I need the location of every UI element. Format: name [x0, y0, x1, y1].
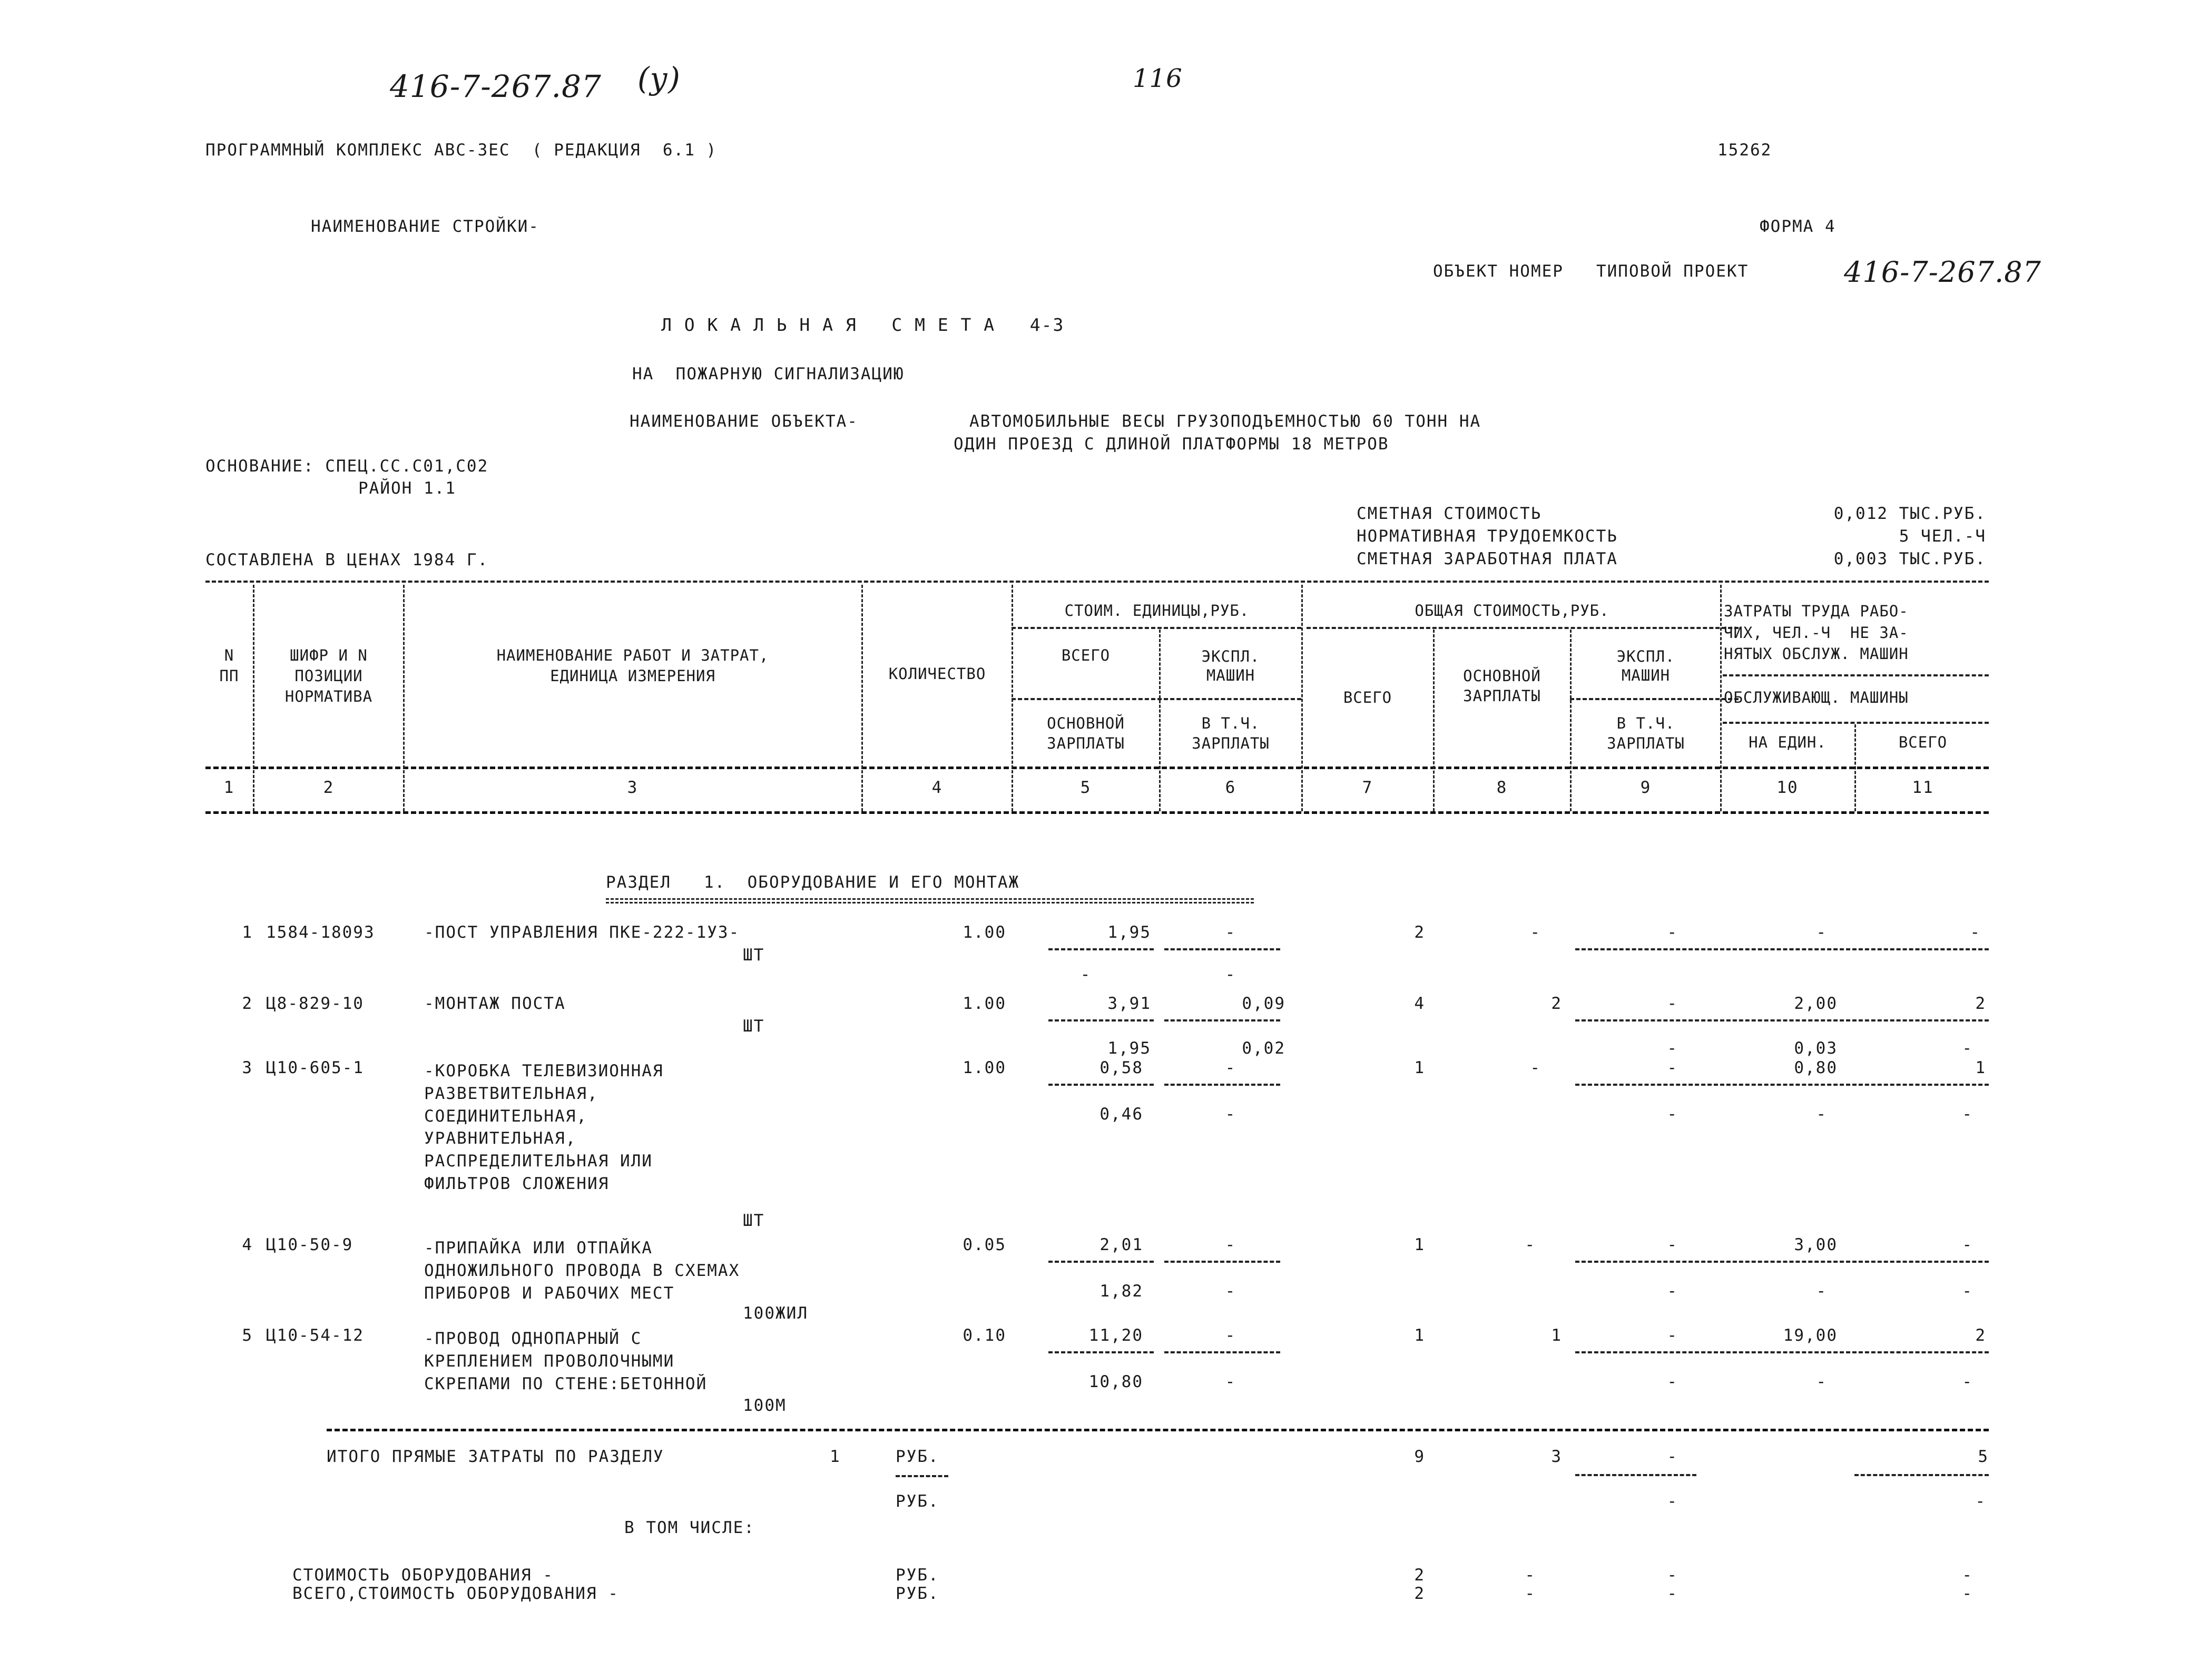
equipment-total-c7: 2: [1414, 1584, 1425, 1603]
row-divider: [1164, 1084, 1280, 1086]
object-number-label: ОБЪЕКТ НОМЕР ТИПОВОЙ ПРОЕКТ: [1433, 262, 1749, 281]
equipment-cost-c11: -: [1962, 1566, 1973, 1585]
totals-label: ИТОГО ПРЯМЫЕ ЗАТРАТЫ ПО РАЗДЕЛУ: [327, 1447, 664, 1466]
row-c8: -: [1530, 923, 1541, 942]
row-c11-sub: -: [1962, 1039, 1973, 1058]
equipment-total-c8: -: [1525, 1584, 1536, 1603]
section-bottom-rule: [327, 1429, 1989, 1431]
row-quantity: 1.00: [963, 923, 1006, 942]
col-header-5-top: ВСЕГО: [1061, 646, 1111, 664]
row-c9: -: [1667, 1235, 1678, 1254]
row-c8: 2: [1551, 994, 1562, 1013]
row-c10-sub: -: [1816, 1282, 1827, 1301]
row-c7: 1: [1414, 1326, 1425, 1345]
equipment-cost-unit: РУБ.: [896, 1566, 939, 1585]
col-header-10: НА ЕДИН.: [1749, 733, 1827, 751]
col-sep-5: [1159, 630, 1161, 811]
row-divider: [1164, 948, 1280, 950]
row-c5: 0,58: [1099, 1058, 1143, 1077]
row-unit: 100М: [743, 1396, 787, 1415]
object-name-line-2: ОДИН ПРОЕЗД С ДЛИНОЙ ПЛАТФОРМЫ 18 МЕТРОВ: [954, 435, 1389, 454]
col-sep-6: [1301, 585, 1303, 811]
handwritten-project-code: 416-7-267.87: [390, 68, 602, 104]
col-header-9-top: ЭКСПЛ. МАШИН: [1616, 647, 1675, 685]
col-sep-7: [1433, 630, 1435, 811]
col-header-3: НАИМЕНОВАНИЕ РАБОТ И ЗАТРАТ, ЕДИНИЦА ИЗМЕРЕНИЯ: [496, 646, 769, 685]
row-c8: -: [1525, 1235, 1536, 1254]
row-c9-sub: -: [1667, 1039, 1678, 1058]
machine-mid-rule: [1570, 698, 1739, 700]
col-number-8: 8: [1496, 778, 1508, 797]
row-c11: -: [1970, 923, 1981, 942]
row-name: -ПРОВОД ОДНОПАРНЫЙ С КРЕПЛЕНИЕМ ПРОВОЛОЧНЫМИ СКРЕПАМИ ПО СТЕНЕ:БЕТОННОЙ: [424, 1329, 708, 1393]
row-c9-sub: -: [1667, 1372, 1678, 1391]
handwritten-page-number: 116: [1133, 64, 1183, 93]
compiled-line: СОСТАВЛЕНА В ЦЕНАХ 1984 Г.: [205, 551, 489, 569]
row-code: Ц10-50-9: [266, 1235, 354, 1254]
row-c9: -: [1667, 1326, 1678, 1345]
row-c7: 1: [1414, 1058, 1425, 1077]
row-c10-sub: -: [1816, 1372, 1827, 1391]
summary-value-1: 0,012 ТЫС.РУБ.: [1833, 504, 1986, 523]
basis-line: ОСНОВАНИЕ: СПЕЦ.СС.С01,С02: [205, 457, 489, 476]
col-sep-10: [1854, 724, 1856, 811]
row-divider: [1048, 1019, 1154, 1021]
row-c6-sub: -: [1225, 1282, 1236, 1301]
row-c9: -: [1667, 923, 1678, 942]
section-title: РАЗДЕЛ 1. ОБОРУДОВАНИЕ И ЕГО МОНТАЖ: [606, 873, 1020, 892]
construction-label: НАИМЕНОВАНИЕ СТРОЙКИ-: [311, 217, 539, 236]
row-c6-sub: -: [1225, 965, 1236, 984]
equipment-cost-c8: -: [1525, 1566, 1536, 1585]
col-number-4: 4: [931, 778, 943, 797]
row-c6: -: [1225, 1326, 1236, 1345]
row-c5-sub: 1,82: [1099, 1282, 1143, 1301]
col-header-labor: ЗАТРАТЫ ТРУДА РАБО- ЧИХ, ЧЕЛ.-Ч НЕ ЗА- НЯТЫХ ОБСЛУЖ. МАШИН: [1724, 602, 1909, 663]
row-c6: -: [1225, 1058, 1236, 1077]
row-c10-sub: 0,03: [1794, 1039, 1838, 1058]
row-number: 5: [242, 1326, 253, 1345]
row-c7: 1: [1414, 1235, 1425, 1254]
equipment-cost-c7: 2: [1414, 1566, 1425, 1585]
row-name: -ПРИПАЙКА ИЛИ ОТПАЙКА ОДНОЖИЛЬНОГО ПРОВОДА В СХЕМАХ ПРИБОРОВ И РАБОЧИХ МЕСТ: [424, 1239, 740, 1303]
col-number-5: 5: [1080, 778, 1092, 797]
row-c10: 3,00: [1794, 1235, 1838, 1254]
row-code: Ц8-829-10: [266, 994, 364, 1013]
col-sep-4: [1012, 585, 1013, 811]
col-header-1: N ПП: [219, 646, 239, 685]
row-unit: ШТ: [743, 946, 765, 965]
row-c10: -: [1816, 923, 1827, 942]
row-c9: -: [1667, 994, 1678, 1013]
row-c10-sub: -: [1816, 1105, 1827, 1124]
row-divider: [1575, 1084, 1989, 1086]
document-title: Л О К А Л Ь Н А Я С М Е Т А 4-3: [661, 315, 1065, 335]
col-header-7: ВСЕГО: [1343, 689, 1392, 706]
col-header-unit-cost: СТОИМ. ЕДИНИЦЫ,РУБ.: [1064, 602, 1250, 620]
row-divider: [1048, 1084, 1154, 1086]
number-row-bottom-rule: [205, 811, 1989, 814]
row-divider: [1575, 1019, 1989, 1021]
program-line: ПРОГРАММНЫЙ КОМПЛЕКС АВС-ЗЕС ( РЕДАКЦИЯ 6.1 ): [205, 141, 718, 160]
row-c6-sub: -: [1225, 1372, 1236, 1391]
row-divider: [1048, 1261, 1154, 1263]
equipment-total-label: ВСЕГО,СТОИМОСТЬ ОБОРУДОВАНИЯ -: [292, 1584, 619, 1603]
row-unit: ШТ: [743, 1017, 765, 1036]
handwritten-project-code-2: 416-7-267.87: [1844, 256, 2041, 289]
col-number-9: 9: [1640, 778, 1652, 797]
row-c10: 19,00: [1783, 1326, 1838, 1345]
col-header-total-cost: ОБЩАЯ СТОИМОСТЬ,РУБ.: [1415, 602, 1609, 620]
col-header-6-top: ЭКСПЛ. МАШИН: [1201, 647, 1260, 685]
row-c11: -: [1962, 1235, 1973, 1254]
unit-cost-rule: [1012, 627, 1301, 629]
row-divider: [1164, 1019, 1280, 1021]
row-c10: 2,00: [1794, 994, 1838, 1013]
row-c5-sub: -: [1080, 965, 1092, 984]
row-c5-sub: 10,80: [1088, 1372, 1143, 1391]
form-label: ФОРМА 4: [1760, 217, 1836, 236]
equipment-total-c9: -: [1667, 1584, 1678, 1603]
row-c11: 2: [1975, 994, 1986, 1013]
col-number-1: 1: [223, 778, 235, 797]
row-number: 2: [242, 994, 253, 1013]
row-c6: -: [1225, 923, 1236, 942]
summary-value-3: 0,003 ТЫС.РУБ.: [1833, 549, 1986, 568]
row-code: Ц10-54-12: [266, 1326, 364, 1345]
col-number-3: 3: [627, 778, 639, 797]
totals-c9: -: [1667, 1447, 1678, 1466]
col-sep-8: [1570, 630, 1572, 811]
col-sep-9: [1720, 585, 1722, 811]
doc-number: 15262: [1717, 141, 1772, 160]
row-quantity: 1.00: [963, 994, 1006, 1013]
unit-cost-mid-rule: [1012, 698, 1301, 700]
section-title-underline: [606, 898, 1254, 900]
handwritten-mark: (у): [637, 61, 681, 96]
row-c5: 1,95: [1107, 923, 1151, 942]
total-cost-rule: [1307, 627, 1739, 629]
row-divider: [1575, 1351, 1989, 1353]
row-c7: 2: [1414, 923, 1425, 942]
equipment-total-c11: -: [1962, 1584, 1973, 1603]
row-c11: 2: [1975, 1326, 1986, 1345]
row-c9: -: [1667, 1058, 1678, 1077]
row-name: -КОРОБКА ТЕЛЕВИЗИОННАЯ РАЗВЕТВИТЕЛЬНАЯ, СОЕДИНИТЕЛЬНАЯ, УРАВНИТЕЛЬНАЯ, РАСПРЕДЕЛИТЕЛЬНАЯ ИЛИ ФИЛЬТРОВ СЛОЖЕНИЯ: [424, 1062, 664, 1193]
row-quantity: 0.10: [963, 1326, 1006, 1345]
row-divider: [1048, 1351, 1154, 1353]
row-number: 1: [242, 923, 253, 942]
row-c6-sub: 0,02: [1242, 1039, 1285, 1058]
equipment-cost-label: СТОИМОСТЬ ОБОРУДОВАНИЯ -: [292, 1566, 554, 1585]
row-c5-sub: 0,46: [1099, 1105, 1143, 1124]
totals-divider: [1854, 1474, 1989, 1476]
col-number-2: 2: [323, 778, 335, 797]
col-header-labor-sub: ОБСЛУЖИВАЮЩ. МАШИНЫ: [1724, 689, 1909, 706]
row-divider: [1575, 1261, 1989, 1263]
col-number-6: 6: [1225, 778, 1236, 797]
summary-label-3: СМЕТНАЯ ЗАРАБОТНАЯ ПЛАТА: [1357, 549, 1618, 568]
col-header-6-bottom: В Т.Ч. ЗАРПЛАТЫ: [1192, 714, 1270, 752]
row-quantity: 0.05: [963, 1235, 1006, 1254]
col-sep-2: [403, 585, 405, 811]
row-number: 4: [242, 1235, 253, 1254]
table-top-rule: [205, 581, 1989, 583]
row-divider: [1164, 1261, 1280, 1263]
row-c11-sub: -: [1962, 1282, 1973, 1301]
col-header-8: ОСНОВНОЙ ЗАРПЛАТЫ: [1463, 667, 1541, 705]
row-quantity: 1.00: [963, 1058, 1006, 1077]
col-sep-1: [253, 585, 254, 811]
totals-divider: [896, 1475, 948, 1477]
row-code: 1584-18093: [266, 923, 375, 942]
totals-c9-sub: -: [1667, 1492, 1678, 1511]
row-divider: [1164, 1351, 1280, 1353]
col-number-10: 10: [1776, 778, 1799, 797]
row-c9-sub: -: [1667, 1105, 1678, 1124]
equipment-total-unit: РУБ.: [896, 1584, 939, 1603]
summary-label-1: СМЕТНАЯ СТОИМОСТЬ: [1357, 504, 1542, 523]
row-c10: 0,80: [1794, 1058, 1838, 1077]
row-c7: 4: [1414, 994, 1425, 1013]
document-subtitle: НА ПОЖАРНУЮ СИГНАЛИЗАЦИЮ: [632, 365, 905, 384]
object-name-label: НАИМЕНОВАНИЕ ОБЪЕКТА-: [630, 412, 858, 431]
col-header-4: КОЛИЧЕСТВО: [888, 665, 986, 683]
row-divider: [1048, 948, 1154, 950]
row-number: 3: [242, 1058, 253, 1077]
row-c6-sub: -: [1225, 1105, 1236, 1124]
totals-c11: 5: [1978, 1447, 1989, 1466]
labor-rule-2: [1723, 722, 1989, 724]
row-c8: 1: [1551, 1326, 1562, 1345]
object-name-line-1: АВТОМОБИЛЬНЫЕ ВЕСЫ ГРУЗОПОДЪЕМНОСТЬЮ 60 ТОНН НА: [969, 412, 1481, 431]
row-unit: ШТ: [743, 1211, 765, 1230]
row-c11-sub: -: [1962, 1105, 1973, 1124]
row-c8: -: [1530, 1058, 1541, 1077]
row-code: Ц10-605-1: [266, 1058, 364, 1077]
row-divider: [1575, 948, 1989, 950]
col-header-2: ШИФР И N ПОЗИЦИИ НОРМАТИВА: [284, 646, 373, 706]
col-header-11: ВСЕГО: [1898, 733, 1948, 751]
row-c9-sub: -: [1667, 1282, 1678, 1301]
row-name: -ПОСТ УПРАВЛЕНИЯ ПКЕ-222-1У3-: [424, 923, 740, 942]
totals-unit-2: РУБ.: [896, 1492, 939, 1511]
totals-c11-sub: -: [1975, 1492, 1986, 1511]
summary-label-2: НОРМАТИВНАЯ ТРУДОЕМКОСТЬ: [1357, 527, 1618, 546]
row-c5: 3,91: [1107, 994, 1151, 1013]
col-sep-3: [861, 585, 863, 811]
row-name: -МОНТАЖ ПОСТА: [424, 994, 566, 1013]
col-header-9-bottom: В Т.Ч. ЗАРПЛАТЫ: [1607, 714, 1685, 752]
row-c5-sub: 1,95: [1107, 1039, 1151, 1058]
summary-value-2: 5 ЧЕЛ.-Ч: [1899, 527, 1986, 546]
totals-c7: 9: [1414, 1447, 1425, 1466]
row-c5: 11,20: [1088, 1326, 1143, 1345]
row-c6: 0,09: [1242, 994, 1285, 1013]
totals-unit: РУБ.: [896, 1447, 939, 1466]
col-header-5-bottom: ОСНОВНОЙ ЗАРПЛАТЫ: [1047, 714, 1125, 752]
col-number-7: 7: [1362, 778, 1373, 797]
including-label: В ТОМ ЧИСЛЕ:: [624, 1518, 755, 1537]
row-c5: 2,01: [1099, 1235, 1143, 1254]
region-line: РАЙОН 1.1: [358, 479, 456, 498]
row-c6: -: [1225, 1235, 1236, 1254]
col-number-11: 11: [1912, 778, 1934, 797]
row-c11: 1: [1975, 1058, 1986, 1077]
row-unit: 100ЖИЛ: [743, 1304, 808, 1323]
equipment-cost-c9: -: [1667, 1566, 1678, 1585]
labor-rule-1: [1723, 674, 1989, 676]
totals-section-number: 1: [830, 1447, 841, 1466]
row-c11-sub: -: [1962, 1372, 1973, 1391]
totals-divider: [1575, 1474, 1696, 1476]
totals-c8: 3: [1551, 1447, 1562, 1466]
